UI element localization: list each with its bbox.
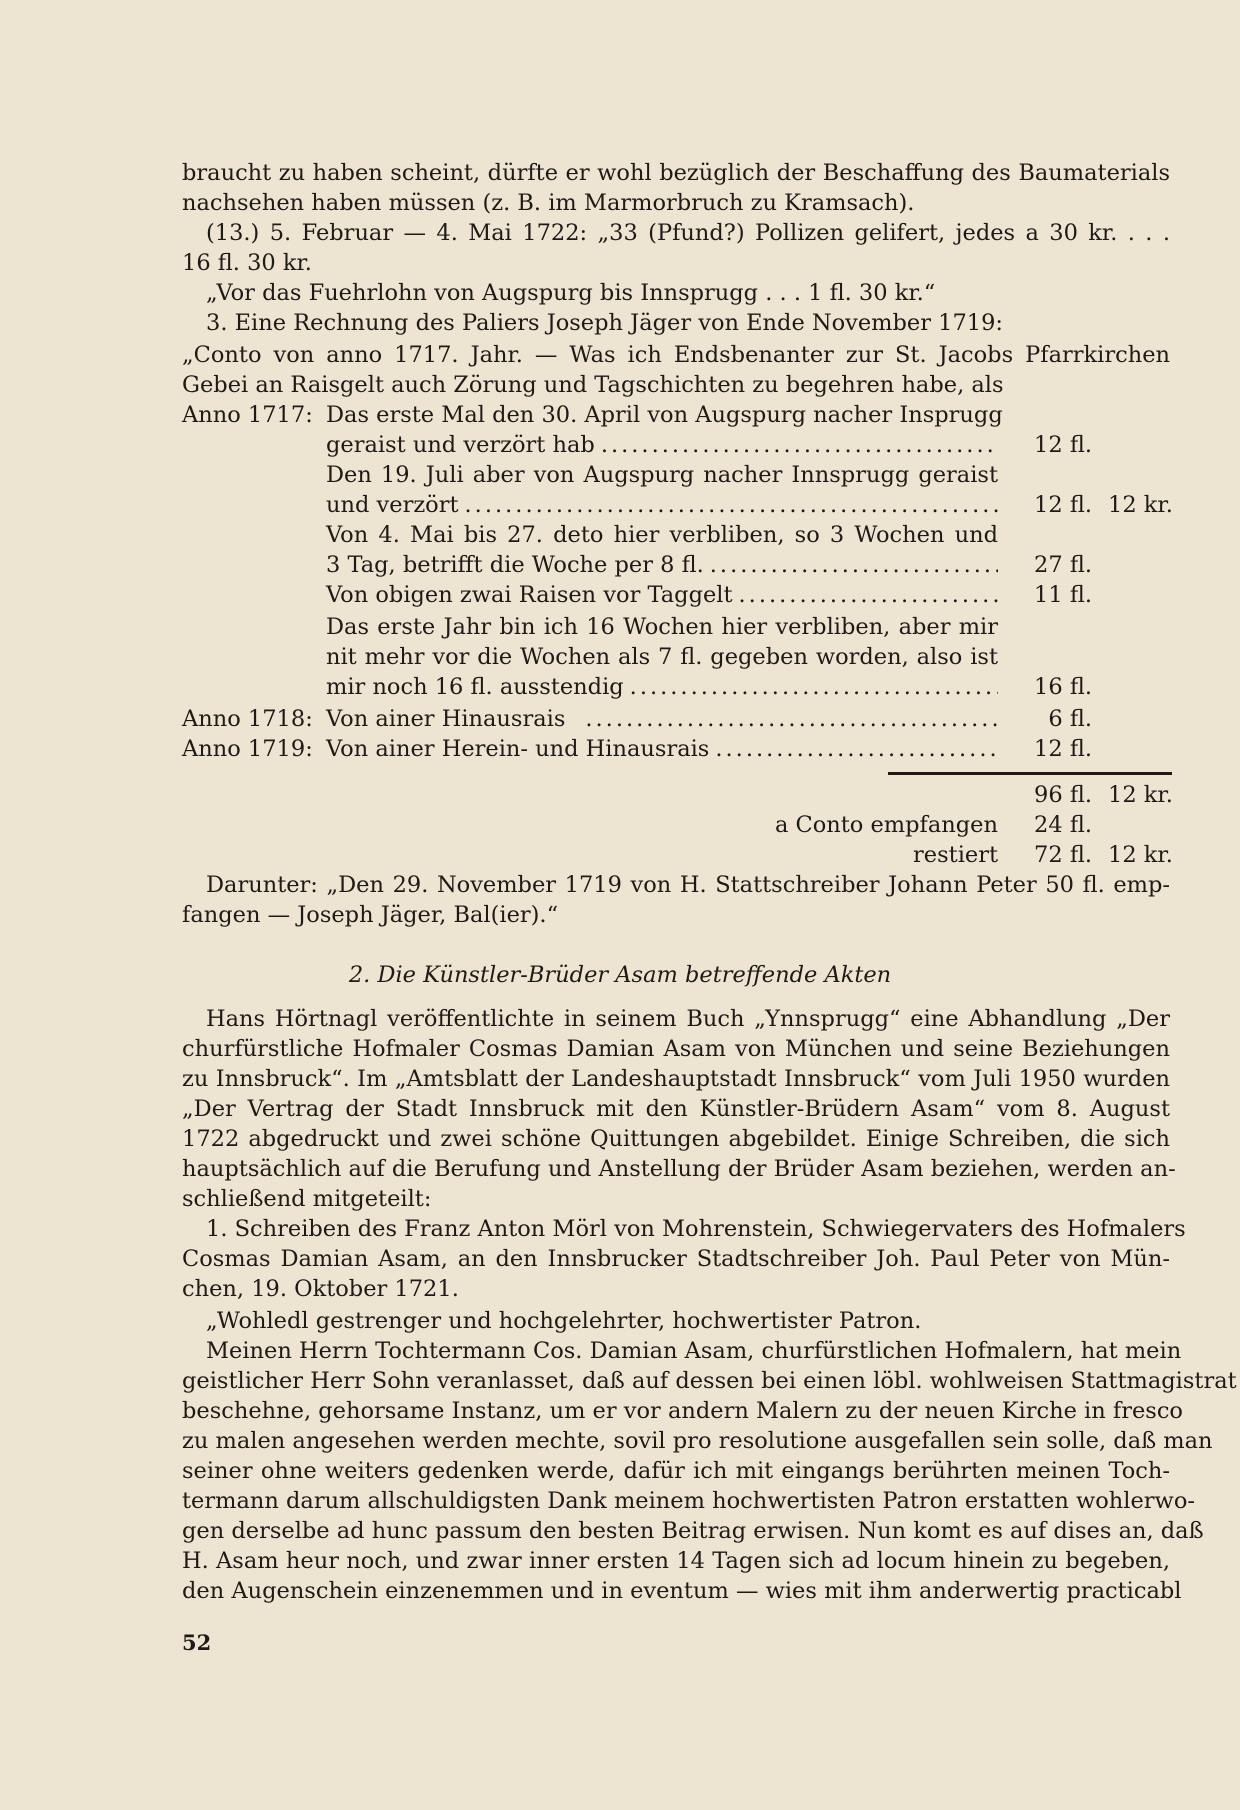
text-line: braucht zu haben scheint, dürfte er wohl bezüglich der Beschaffung des Baumaterials <box>182 160 1170 186</box>
leader-dots <box>710 550 998 580</box>
amount: 27 fl. <box>1034 552 1092 578</box>
amount: 12 fl. <box>1034 736 1092 762</box>
account-entry-text: Von ainer Hinausrais <box>326 706 566 732</box>
text-line: beschehne, gehorsame Instanz, um er vor andern Malern zu der neuen Kirche in fresco <box>182 1398 1183 1424</box>
text-line: Hans Hörtnagl veröffentlichte in seinem Buch „Ynnsprugg“ eine Abhandlung „Der <box>206 1006 1170 1032</box>
sum-rule <box>888 772 1172 775</box>
text-line: hauptsächlich auf die Berufung und Anstellung der Brüder Asam beziehen, werden an- <box>182 1156 1176 1182</box>
text-line: „Conto von anno 1717. Jahr. — Was ich Endsbenanter zur St. Jacobs Pfarrkirchen <box>182 342 1170 368</box>
account-entry-text: Von ainer Herein- und Hinausrais <box>326 736 710 762</box>
text-line: geistlicher Herr Sohn veranlasset, daß auf dessen bei einen löbl. wohlweisen Stattmagistrat <box>182 1368 1237 1394</box>
account-entry <box>326 704 998 734</box>
text-line: Gebei an Raisgelt auch Zörung und Tagschichten zu begehren habe, als <box>182 372 1004 398</box>
rest-label: restiert <box>913 842 998 868</box>
text-line: Cosmas Damian Asam, an den Innsbrucker Stadtschreiber Joh. Paul Peter von Mün- <box>182 1246 1170 1272</box>
text-line: H. Asam heur noch, und zwar inner ersten 14 Tagen sich ad locum hinein zu begeben, <box>182 1548 1170 1574</box>
account-line: Von 4. Mai bis 27. deto hier verbliben, so 3 Wochen und <box>326 522 998 548</box>
account-entry <box>326 550 998 580</box>
account-entry <box>326 430 998 460</box>
account-entry-text: 3 Tag, betrifft die Woche per 8 fl. <box>326 552 704 578</box>
rest-amount-kreuzer: 12 kr. <box>1108 842 1173 868</box>
received-amount: 24 fl. <box>1034 812 1092 838</box>
text-line: schließend mitgeteilt: <box>182 1186 432 1212</box>
account-entry-text: mir noch 16 fl. ausstendig <box>326 674 624 700</box>
leader-dots <box>630 672 998 702</box>
account-line: Das erste Mal den 30. April von Augspurg nacher Insprugg <box>326 402 1003 428</box>
leader-dots <box>739 580 998 610</box>
account-year: Anno 1718: <box>182 706 313 732</box>
leader-dots <box>601 430 998 460</box>
rest-amount: 72 fl. <box>1034 842 1092 868</box>
account-line: Den 19. Juli aber von Augspurg nacher Innsprugg geraist <box>326 462 998 488</box>
text-line: seiner ohne weiters gedenken werde, dafür ich mit eingangs berührten meinen Toch- <box>182 1458 1170 1484</box>
account-entry <box>326 672 998 702</box>
text-line: zu Innsbruck“. Im „Amtsblatt der Landeshauptstadt Innsbruck“ vom Juli 1950 wurden <box>182 1066 1170 1092</box>
text-line: 1722 abgedruckt und zwei schöne Quittungen abgebildet. Einige Schreiben, die sich <box>182 1126 1170 1152</box>
amount-kreuzer: 12 kr. <box>1108 492 1173 518</box>
text-line: Meinen Herrn Tochtermann Cos. Damian Asam, churfürstlichen Hofmalern, hat mein <box>206 1338 1182 1364</box>
text-line: nachsehen haben müssen (z. B. im Marmorbruch zu Kramsach). <box>182 190 915 216</box>
account-entry-text: Von obigen zwai Raisen vor Taggelt <box>326 582 733 608</box>
leader-dots <box>585 704 998 734</box>
text-line: chen, 19. Oktober 1721. <box>182 1276 459 1302</box>
received-label: a Conto empfangen <box>774 812 998 838</box>
leader-dots <box>715 734 998 764</box>
text-line: 3. Eine Rechnung des Paliers Joseph Jäger von Ende November 1719: <box>206 310 1003 336</box>
text-line: „Vor das Fuehrlohn von Augspurg bis Innsprugg . . . 1 fl. 30 kr.“ <box>206 280 936 306</box>
account-entry <box>326 580 998 610</box>
leader-dots <box>465 490 998 520</box>
account-year: Anno 1719: <box>182 736 313 762</box>
text-line: gen derselbe ad hunc passum den besten Beitrag erwisen. Nun komt es auf dises an, daß <box>182 1518 1204 1544</box>
text-line: termann darum allschuldigsten Dank meinem hochwertisten Patron erstatten wohlerwo- <box>182 1488 1195 1514</box>
text-line: (13.) 5. Februar — 4. Mai 1722: „33 (Pfund?) Pollizen gelifert, jedes a 30 kr. . . . <box>206 220 1170 246</box>
amount: 6 fl. <box>1048 706 1092 732</box>
account-year: Anno 1717: <box>182 402 313 428</box>
account-line: Das erste Jahr bin ich 16 Wochen hier verbliben, aber mir <box>326 614 998 640</box>
amount: 12 fl. <box>1034 492 1092 518</box>
text-line: den Augenschein einzenemmen und in eventum — wies mit ihm anderwertig practicabl <box>182 1578 1182 1604</box>
account-entry-text: geraist und verzört hab <box>326 432 595 458</box>
page-number: 52 <box>182 1630 212 1655</box>
account-line: nit mehr vor die Wochen als 7 fl. gegeben worden, also ist <box>326 644 998 670</box>
account-entry <box>326 490 998 520</box>
text-line: fangen — Joseph Jäger, Bal(ier).“ <box>182 902 559 928</box>
text-line: zu malen angesehen werden mechte, sovil pro resolutione ausgefallen sein solle, daß man <box>182 1428 1213 1454</box>
text-line: Darunter: „Den 29. November 1719 von H. Stattschreiber Johann Peter 50 fl. emp- <box>206 872 1170 898</box>
section-heading: 2. Die Künstler-Brüder Asam betreffende Akten <box>348 962 892 988</box>
text-line: 16 fl. 30 kr. <box>182 250 312 276</box>
text-line: churfürstliche Hofmaler Cosmas Damian Asam von München und seine Beziehungen <box>182 1036 1170 1062</box>
amount: 11 fl. <box>1034 582 1092 608</box>
amount: 16 fl. <box>1034 674 1092 700</box>
account-entry <box>326 734 998 764</box>
sum-amount: 96 fl. <box>1034 782 1092 808</box>
text-line: „Der Vertrag der Stadt Innsbruck mit den Künstler-Brüdern Asam“ vom 8. August <box>182 1096 1170 1122</box>
sum-amount-kreuzer: 12 kr. <box>1108 782 1173 808</box>
text-line: 1. Schreiben des Franz Anton Mörl von Mohrenstein, Schwiegervaters des Hofmalers <box>206 1216 1186 1242</box>
amount: 12 fl. <box>1034 432 1092 458</box>
account-entry-text: und verzört <box>326 492 459 518</box>
text-line: „Wohledl gestrenger und hochgelehrter, hochwertister Patron. <box>206 1308 922 1334</box>
